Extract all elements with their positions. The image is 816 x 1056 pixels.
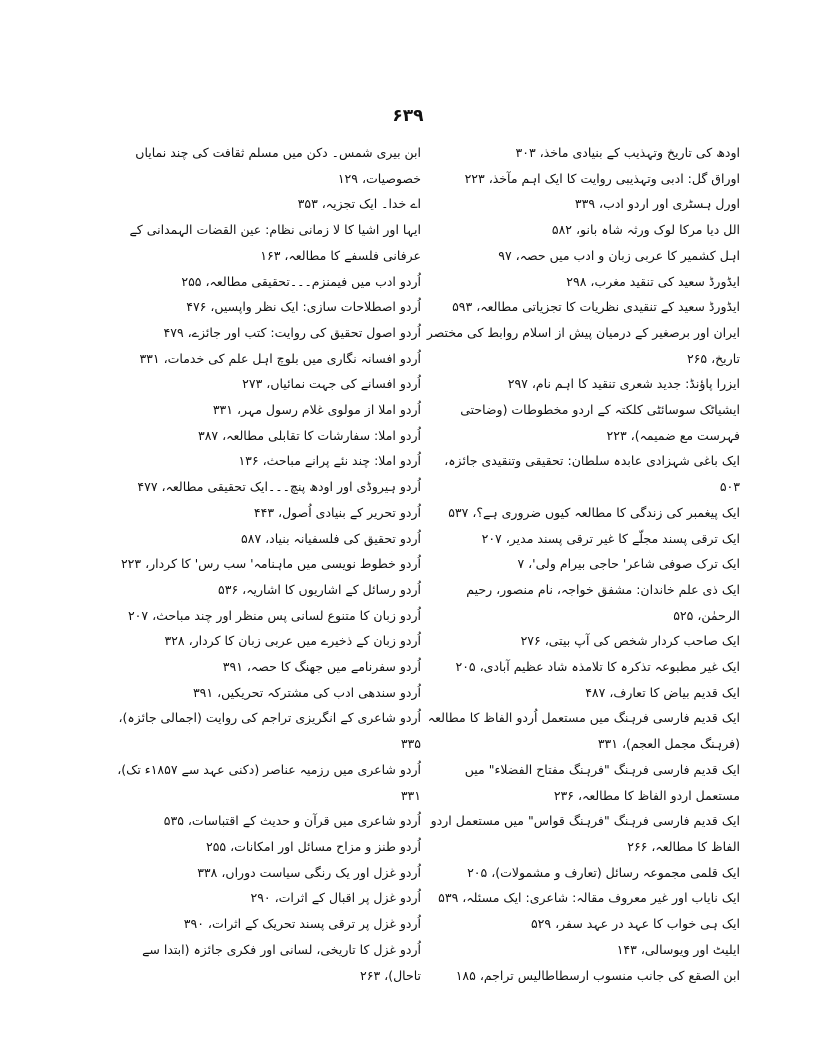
index-entry: ایک قدیم فارسی فرہنگ میں مستعمل اُردو الفاظ کا مطالعہ (فرہنگ مجمل العجم)، ۳۳۱ [427,710,740,752]
index-entry: اُردو افسانہ نگاری میں بلوچ اہل علم کی خدمات، ۳۳۱ [139,350,421,366]
index-entry: اُردو زبان کے ذخیرے میں عربی زبان کا کردار، ۳۲۸ [164,633,421,649]
index-entry: اُردو املا: سفارشات کا تقابلی مطالعہ، ۳۸۷ [197,427,421,443]
index-entry: ابن الصقع کی جانب منسوب ارسطاطالیس تراجم، ۱۸۵ [455,967,740,983]
index-entry: اُردو سندھی ادب کی مشترکہ تحریکیں، ۳۹۱ [192,684,421,700]
index-entry: ایڈورڈ سعید کے تنقیدی نظریات کا تجزیاتی مطالعہ، ۵۹۳ [452,299,740,315]
index-entry: اُردو زبان کا متنوع لسانی پس منظر اور چند مباحث، ۲۰۷ [127,607,421,623]
index-entry: اودھ کی تاریخ وتہذیب کے بنیادی ماخذ، ۳۰۳ [515,145,740,160]
index-entry: اُردو شاعری میں رزمیہ عناصر (دکنی عہد سے ۱۸۵۷ء تک)، ۳۳۱ [117,761,421,803]
index-entry: اُردو غزل پر ترقی پسند تحریک کے اثرات، ۳۹۰ [183,916,421,932]
page-number: ۶۳۹ [392,106,424,126]
index-entry: اُردو املا: چند نئے پرانے مباحث، ۱۳۶ [238,453,421,469]
index-entry: ایک باغی شہزادی عابدہ سلطان: تحقیقی وتنقیدی جائزہ، ۵۰۳ [444,453,740,495]
index-entry: اُردو شاعری کے انگریزی تراجم کی روایت (اجمالی جائزہ)، ۳۳۵ [118,710,421,752]
index-entry: ابن بیری شمس۔ دکن میں مسلم ثقافت کی چند نمایاں خصوصیات، ۱۲۹ [135,145,421,186]
index-entry: ایہا اور اشیا کا لا زمانی نظام: عین القضات الہمدانی کے عرفانی فلسفے کا مطالعہ، ۱۶۳ [129,222,421,263]
index-entry: اُردو غزل اور یک رنگی سیاست دوراں، ۳۳۸ [197,864,421,880]
index-entry: ایک قدیم فارسی فرہنگ "فرہنگ قواس" میں مستعمل اردو الفاظ کا مطالعہ، ۲۶۶ [430,813,740,854]
index-entry: اُردو اصول تحقیق کی روایت: کتب اور جائزے، ۴۷۹ [163,324,421,340]
index-entry: اُردو طنز و مزاح مسائل اور امکانات، ۲۵۵ [206,838,421,854]
index-entry: ایک غیر مطبوعہ تذکرہ کا تلامذہ شاد عظیم آبادی، ۲۰۵ [455,659,740,675]
index-entry: ایک نایاب اور غیر معروف مقالہ: شاعری: ایک مسئلہ، ۵۳۹ [438,890,740,906]
index-entry: اُردو شاعری میں قرآن و حدیث کے اقتباسات، ۵۳۵ [163,813,421,829]
index-entry: ایران اور برصغیر کے درمیان پیش از اسلام روابط کی مختصر تاریخ، ۲۶۵ [426,324,740,366]
index-entry: اُردو ہیروڈی اور اودھ پنچ۔۔۔ایک تحقیقی مطالعہ، ۴۷۷ [137,479,421,495]
index-entry: ایلیٹ اور ویوسالی، ۱۴۳ [616,941,740,957]
index-entry: اُردو ادب میں فیمنزم۔۔۔تحقیقی مطالعہ، ۲۵۵ [181,273,421,289]
index-entry: اُردو تحریر کے بنیادی اُصول، ۴۴۳ [253,504,421,520]
index-entry: ایک پیغمبر کی زندگی کا مطالعہ کیوں ضروری ہے؟، ۵۳۷ [448,504,740,520]
index-entry: اُردو رسائل کے اشاریوں کا اشاریہ، ۵۳۶ [218,581,421,597]
index-entry: اوراق گل: ادبی وتہذیبی روایت کا ایک اہم مآخذ، ۲۲۳ [464,170,740,186]
index-entry: ایک قدیم بیاض کا تعارف، ۴۸۷ [585,684,740,700]
index-entry: اُردو خطوط نویسی میں ماہنامہ' سب رس' کا کردار، ۲۲۳ [120,556,421,572]
index-entry: اُردو اصطلاحات سازی: ایک نظر واپسیں، ۴۷۶ [186,299,421,315]
index-entry: اُردو غزل کا تاریخی، لسانی اور فکری جائزہ (ابتدا سے تاحال)، ۲۶۳ [142,941,421,983]
index-entry: اہل کشمیر کا عربی زبان و ادب میں حصہ، ۹۷ [498,247,740,263]
index-entry: ایک قلمی مجموعہ رسائل (تعارف و مشمولات)، ۲۰۵ [467,864,740,880]
index-entry: اُردو املا از مولوی غلام رسول مہر، ۳۳۱ [212,402,421,418]
index-entry: ایک ترقی پسند مجلّے کا غیر ترقی پسند مدیر، ۲۰۷ [481,530,740,546]
index-entry: ایک قدیم فارسی فرہنگ "فرہنگ مفتاح الفضلاء" میں مستعمل اردو الفاظ کا مطالعہ، ۲۳۶ [464,761,740,803]
index-entry: ایشیاٹک سوسائٹی کلکتہ کے اردو مخطوطات (وضاحتی فہرست مع ضمیمہ)، ۲۲۳ [460,402,740,443]
index-entry: ایک صاحب کردار شخص کی آپ بیتی، ۲۷۶ [520,633,740,649]
index-column-left [105,140,421,988]
index-entry: اُردو غزل پر اقبال کے اثرات، ۲۹۰ [250,890,421,906]
index-entry: ایک ذی علم خاندان: مشفق خواجہ، نام منصور، رحیم الرحمٰن، ۵۲۵ [466,581,740,623]
index-entry: ایک ہی خواب کا عہد در عہد سفر، ۵۲۹ [530,916,740,932]
index-entry: ایڈورڈ سعید کی تنقید مغرب، ۲۹۸ [566,273,740,289]
index-entry: اُردو تحقیق کی فلسفیانہ بنیاد، ۵۸۷ [241,530,421,546]
index-entry: ایک ترک صوفی شاعر' حاجی بیرام ولی'، ۷ [517,556,740,572]
index-entry: ایزرا پاؤنڈ: جدید شعری تنقید کا اہم نام، ۲۹۷ [507,376,740,392]
index-entry: اے خدا۔ ایک تجزیہ، ۳۵۳ [297,196,421,212]
index-entry: اُردو افسانے کی جہت نمائیاں، ۲۷۳ [242,376,421,392]
index-entry: اورل ہسٹری اور اردو ادب، ۳۳۹ [574,196,740,212]
index-entry: الل دیا مرکا لوک ورثہ شاہ بانو، ۵۸۲ [551,222,740,238]
index-column-right [424,140,740,988]
index-entry: اُردو سفرنامے میں جھنگ کا حصہ، ۳۹۱ [222,659,421,675]
